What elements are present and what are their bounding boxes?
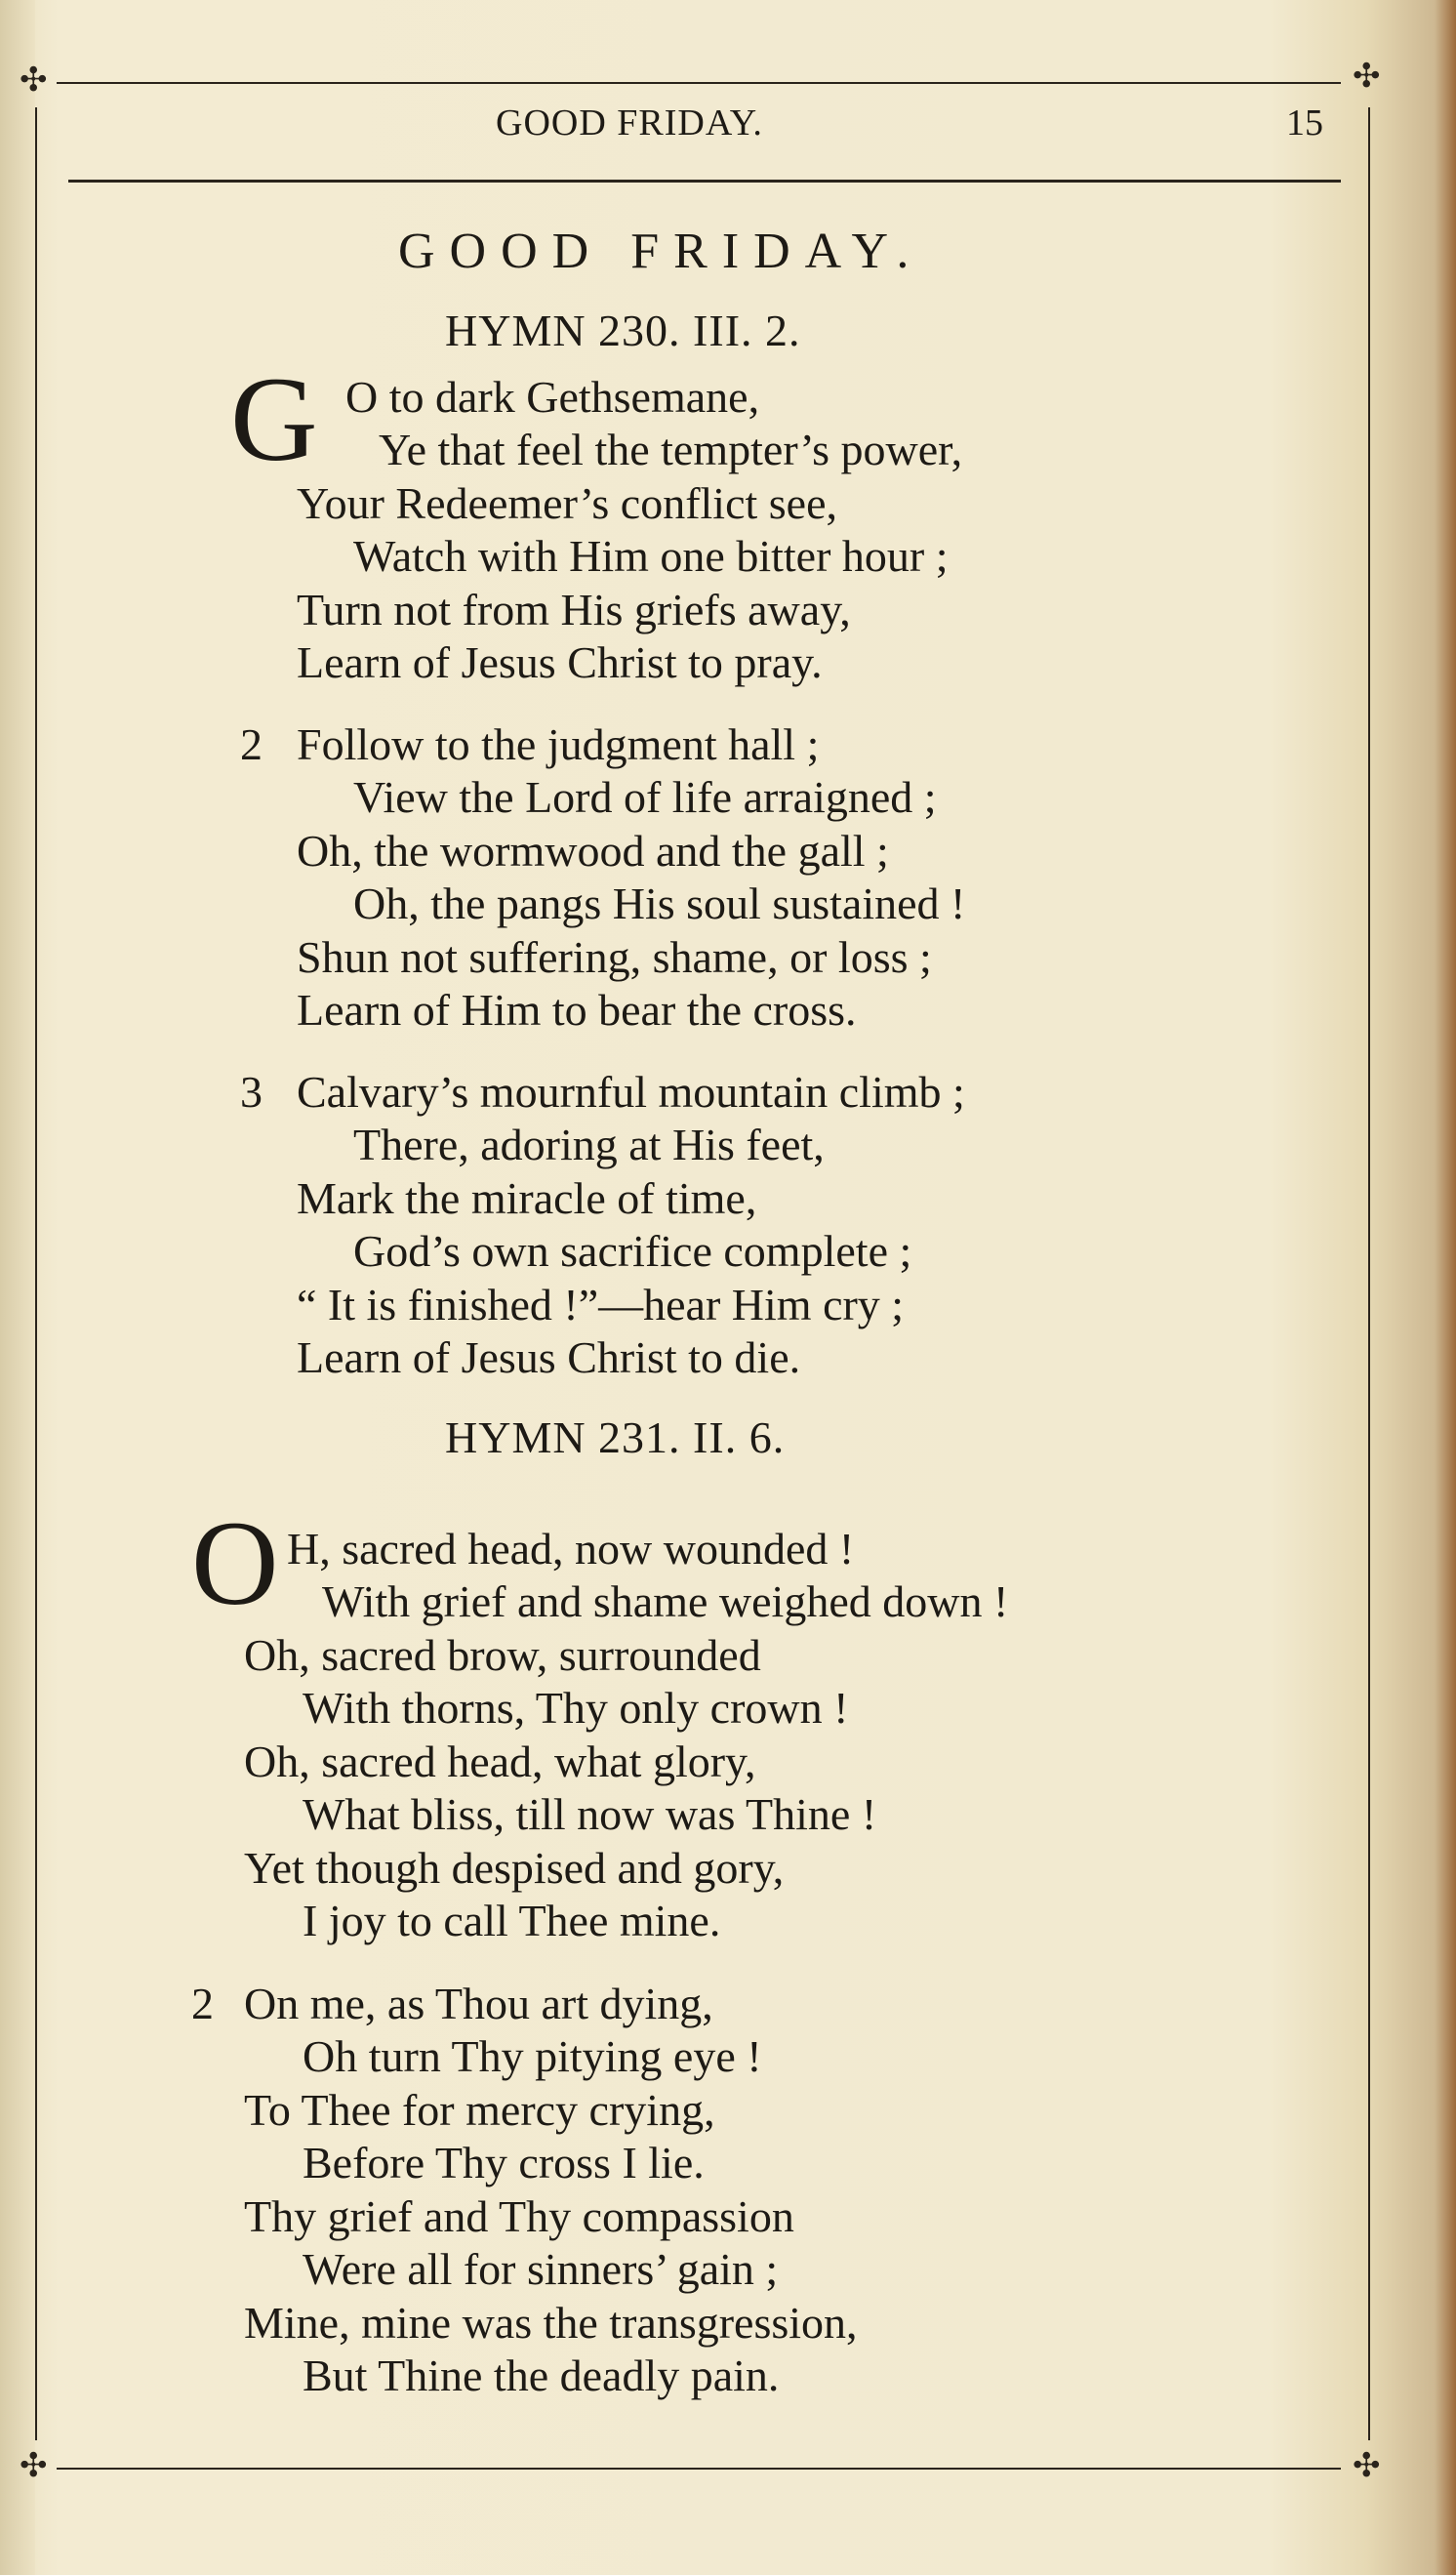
stanza-number: 3 — [240, 1067, 263, 1117]
verse-line: Watch with Him one bitter hour ; — [353, 531, 949, 581]
header-rule — [68, 180, 1341, 183]
drop-cap: O — [191, 1496, 279, 1630]
verse-line: H, sacred head, now wounded ! — [287, 1524, 855, 1574]
top-border-rule — [57, 82, 1341, 84]
verse-line: Turn not from His griefs away, — [297, 585, 851, 634]
verse-line: Ye that feel the tempter’s power, — [379, 425, 963, 474]
verse-line: With thorns, Thy only crown ! — [303, 1683, 849, 1733]
right-border-rule — [1368, 107, 1370, 2440]
hymn-heading: HYMN 231. II. 6. — [445, 1412, 786, 1462]
hymn-heading: HYMN 230. III. 2. — [445, 306, 801, 355]
verse-line: Calvary’s mournful mountain climb ; — [297, 1067, 965, 1117]
verse-line: But Thine the deadly pain. — [303, 2350, 780, 2400]
verse-line: Your Redeemer’s conflict see, — [297, 478, 837, 528]
section-title: GOOD FRIDAY. — [398, 224, 924, 279]
bottom-border-rule — [57, 2468, 1341, 2470]
drop-cap: G — [230, 352, 318, 486]
left-border-rule — [35, 107, 37, 2440]
page-number: 15 — [1286, 102, 1323, 143]
verse-line: Yet though despised and gory, — [244, 1843, 785, 1893]
verse-line: Follow to the judgment hall ; — [297, 719, 820, 769]
verse-line: I joy to call Thee mine. — [303, 1896, 721, 1945]
stanza-number: 2 — [240, 719, 263, 769]
verse-line: Learn of Him to bear the cross. — [297, 985, 857, 1035]
verse-line: Mark the miracle of time, — [297, 1173, 757, 1223]
verse-line: Oh, sacred brow, surrounded — [244, 1630, 761, 1680]
verse-line: Mine, mine was the transgression, — [244, 2298, 858, 2348]
verse-line: Oh, the wormwood and the gall ; — [297, 826, 889, 876]
corner-ornament-bottom-right: ✣ — [1353, 2448, 1381, 2484]
verse-line: View the Lord of life arraigned ; — [353, 772, 937, 822]
verse-line: On me, as Thou art dying, — [244, 1979, 713, 2028]
running-title: GOOD FRIDAY. — [496, 102, 763, 143]
page-gutter — [0, 0, 35, 2575]
corner-ornament-top-left: ✣ — [20, 62, 48, 99]
verse-line: God’s own sacrifice complete ; — [353, 1226, 912, 1276]
verse-line: There, adoring at His feet, — [353, 1120, 825, 1169]
verse-line: Learn of Jesus Christ to die. — [297, 1332, 801, 1382]
verse-line: Oh, sacred head, what glory, — [244, 1737, 756, 1786]
verse-line: To Thee for mercy crying, — [244, 2085, 715, 2135]
verse-line: O to dark Gethsemane, — [345, 372, 760, 422]
stanza-number: 2 — [191, 1979, 214, 2028]
verse-line: Were all for sinners’ gain ; — [303, 2244, 779, 2294]
verse-line: Oh, the pangs His soul sustained ! — [353, 879, 966, 928]
verse-line: Shun not suffering, shame, or loss ; — [297, 932, 932, 982]
verse-line: Thy grief and Thy compassion — [244, 2191, 794, 2241]
verse-line: What bliss, till now was Thine ! — [303, 1789, 877, 1839]
verse-line: Oh turn Thy pitying eye ! — [303, 2031, 762, 2081]
corner-ornament-top-right: ✣ — [1353, 59, 1381, 95]
verse-line: Before Thy cross I lie. — [303, 2138, 705, 2187]
verse-line: With grief and shame weighed down ! — [322, 1576, 1009, 1626]
verse-line: “ It is finished !”—hear Him cry ; — [297, 1280, 905, 1329]
verse-line: Learn of Jesus Christ to pray. — [297, 637, 823, 687]
corner-ornament-bottom-left: ✣ — [20, 2448, 48, 2484]
